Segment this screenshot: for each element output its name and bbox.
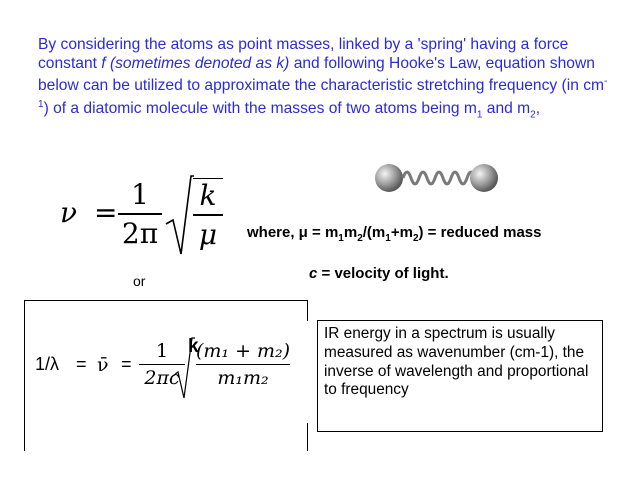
fraction-denominator: 2π (121, 217, 159, 250)
nu-symbol: ν (60, 196, 78, 229)
intro-text-4: and m (482, 100, 531, 118)
intro-text-1: By considering the atoms as point masses, linked by a 'spring' having a force constant (38, 36, 569, 72)
or-label: or (133, 273, 146, 289)
inverse-lambda: 1/λ (35, 354, 60, 374)
sub-1: 1 (338, 233, 344, 244)
fraction-bar (118, 213, 162, 215)
reduced-mass-mid: /(m (362, 224, 386, 241)
sub-4: 2 (412, 233, 419, 244)
box-right-edge-bottom (307, 423, 308, 451)
fraction-one-over-two-pi (118, 178, 162, 250)
diatomic-spring-icon (374, 162, 500, 194)
intro-paragraph (38, 36, 608, 125)
reduced-mass-definition (247, 224, 541, 244)
equals-sign-1: = (76, 354, 87, 374)
fraction2-denominator: 2πc (144, 367, 180, 389)
box-right-edge-top (307, 301, 308, 321)
k-constant: k (188, 336, 199, 357)
c-variable: c (309, 265, 318, 282)
root-fraction (193, 178, 223, 251)
intro-italic: f (sometimes denoted as k) (101, 54, 290, 72)
mass-fraction-bar (196, 364, 290, 365)
root-fraction-bar (193, 214, 223, 216)
intro-text-3: ) of a diatomic molecule with the masses of two atoms being m (43, 100, 477, 118)
speed-of-light-definition (309, 265, 449, 282)
m-symbol: m (343, 224, 358, 241)
reduced-mass-prefix: where, μ = m (247, 224, 339, 241)
root-mass-fraction (196, 340, 290, 389)
c-definition-text: = velocity of light. (317, 265, 449, 282)
sub-3: 1 (385, 233, 391, 244)
intro-sub-2: 2 (530, 109, 536, 121)
fraction2-numerator: 1 (155, 340, 169, 362)
ir-energy-note: IR energy in a spectrum is usually measured as wavenumber (cm-1), the inverse of wavelength and proportional to frequency (317, 320, 603, 432)
fraction-numerator: 1 (131, 178, 149, 211)
root-denominator: μ (198, 218, 218, 251)
reduced-mass-plus: +m (390, 224, 413, 241)
equals-sign: = (94, 196, 118, 229)
intro-sub-1: 1 (476, 109, 483, 121)
intro-text-5: , (535, 100, 541, 118)
mass-product: m₁m₂ (217, 367, 269, 389)
equals-sign-2: = (121, 354, 132, 374)
intro-sup: -1 (38, 76, 608, 110)
sub-2: 2 (357, 233, 363, 244)
intro-text-2: and following Hooke's Law, equation shown below can be utilized to approximate the characteristic stretching frequency (in cm (38, 54, 604, 95)
mass-sum: (m₁ + m₂) (196, 340, 291, 362)
radical-sign-icon (164, 174, 194, 258)
root-numerator: k (199, 179, 217, 212)
nu-bar-symbol: ν̄ (97, 354, 109, 376)
reduced-mass-suffix: ) = reduced mass (418, 224, 542, 241)
